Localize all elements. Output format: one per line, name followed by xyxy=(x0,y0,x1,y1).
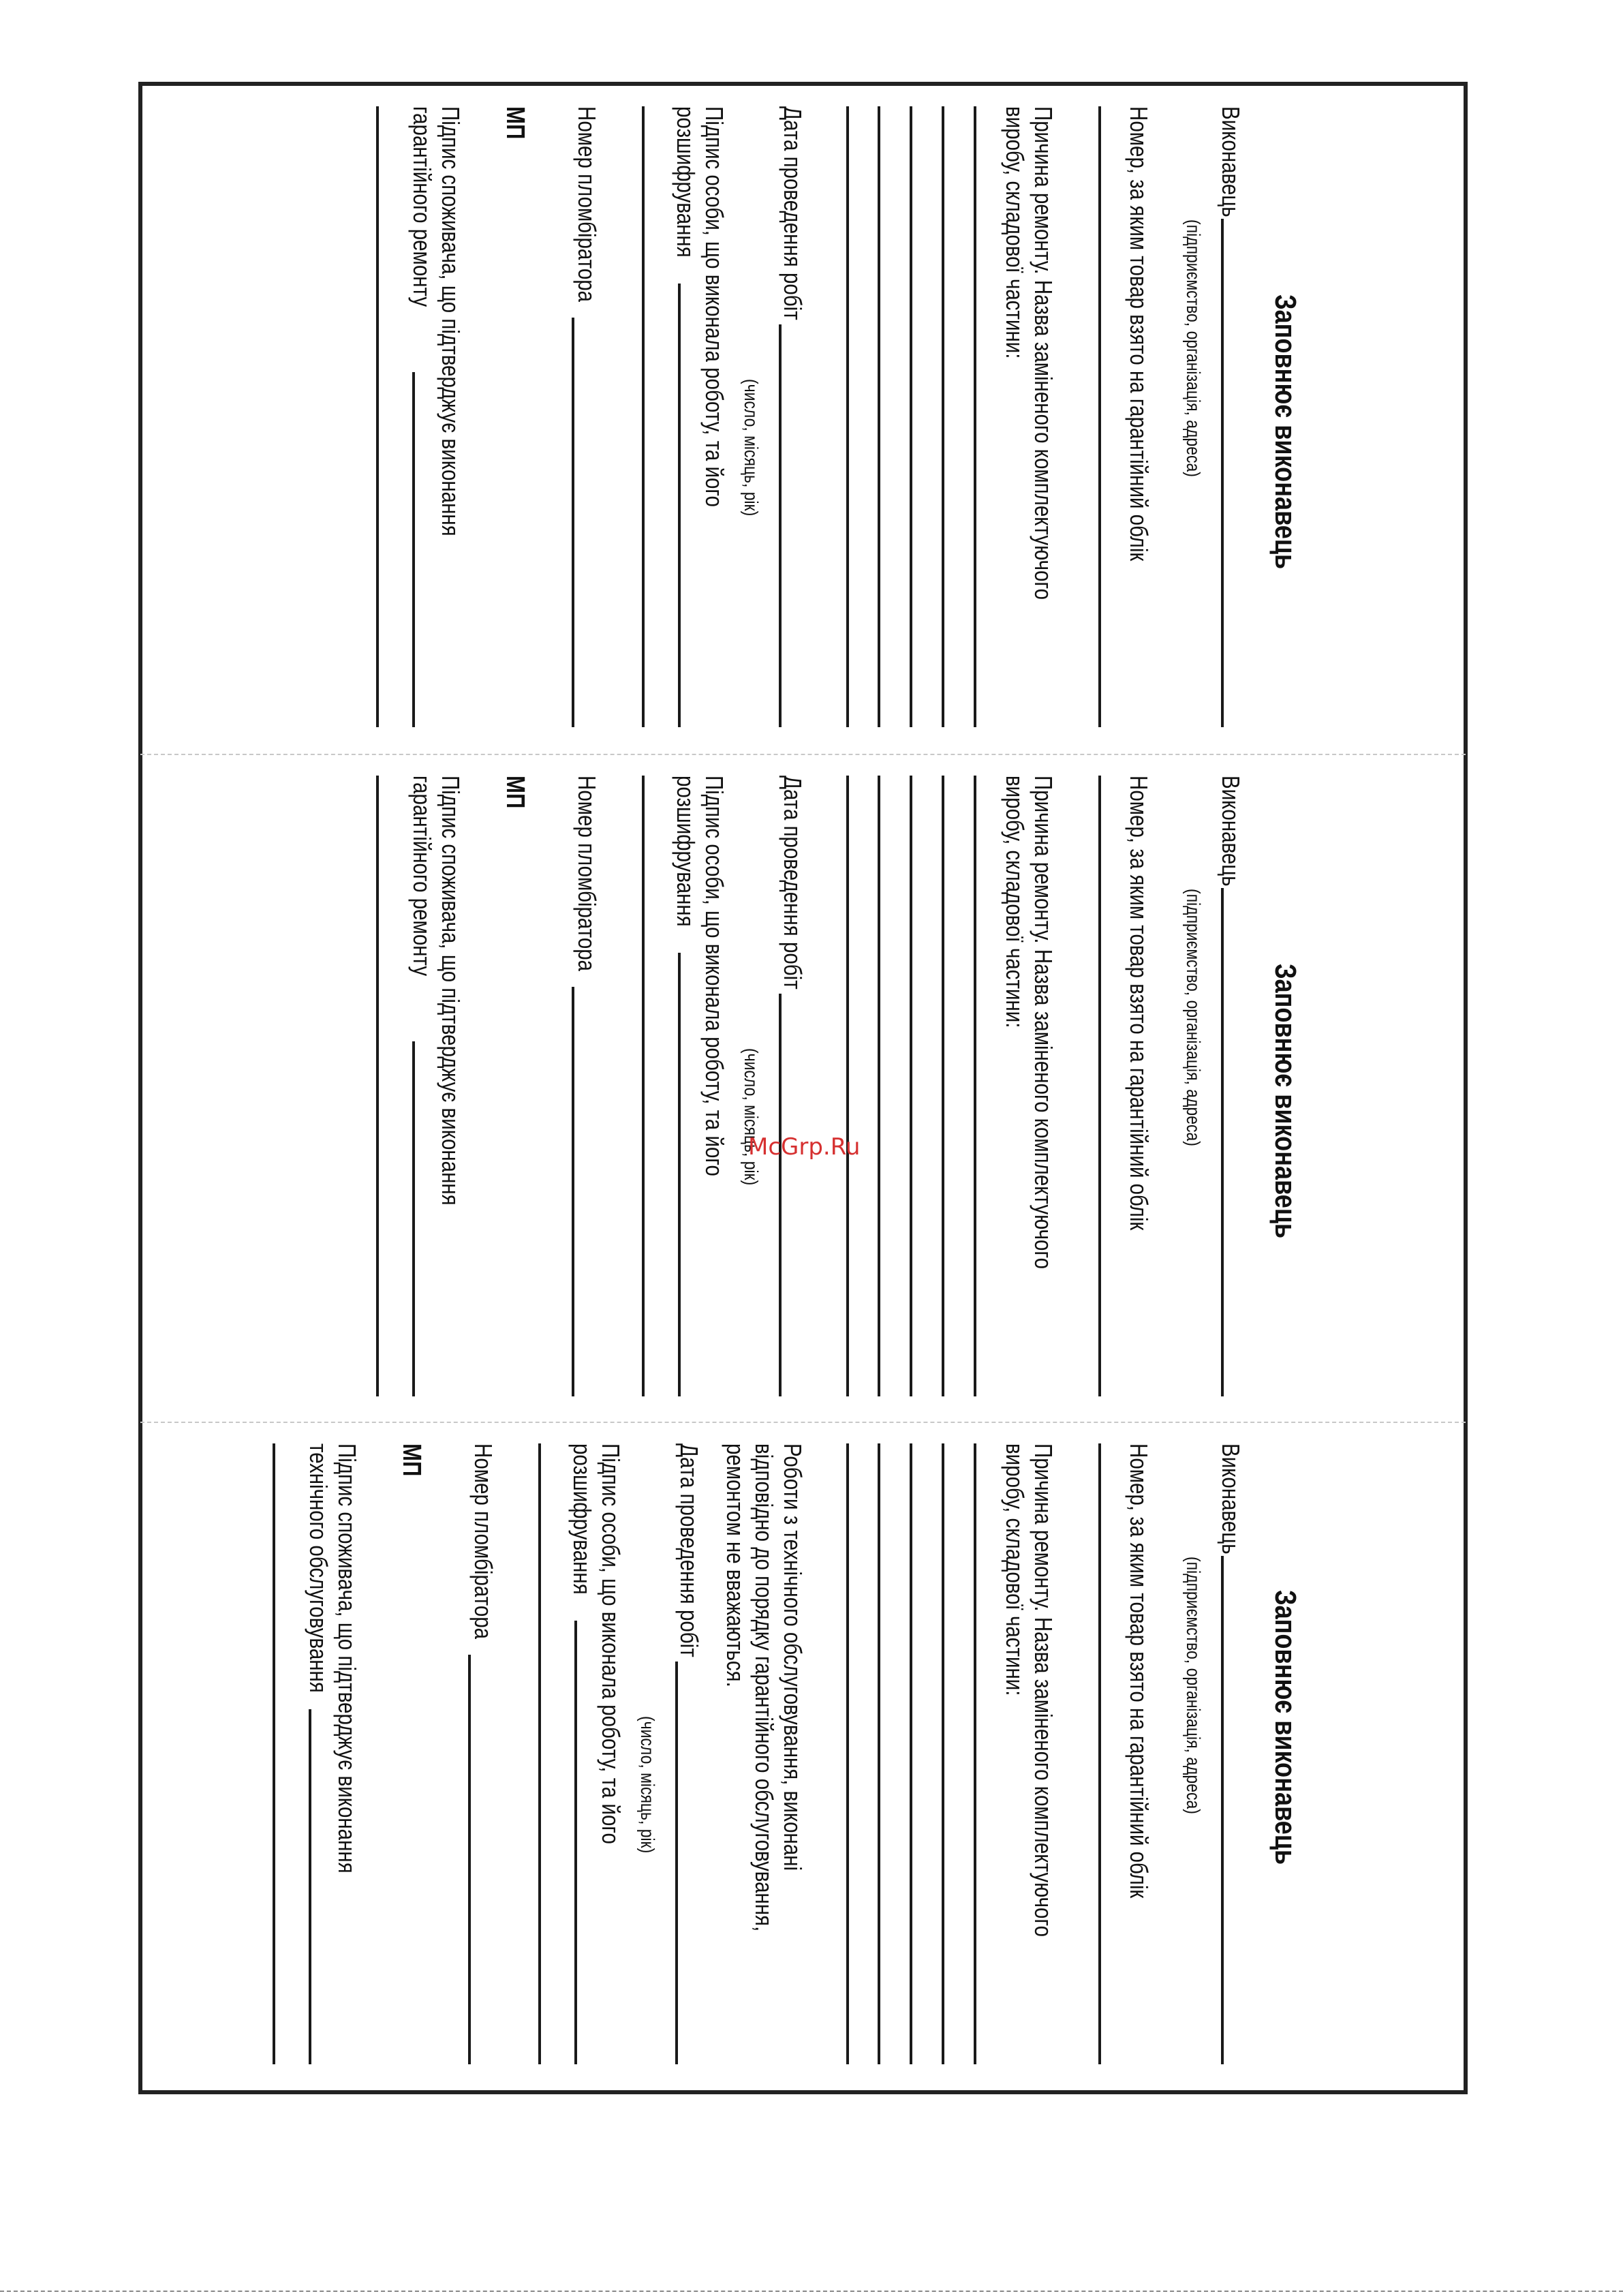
repair-reason-line[interactable] xyxy=(942,106,944,727)
executor-hint: (підприємство, організація, адреса) xyxy=(1183,889,1204,1146)
worker-signature-line[interactable] xyxy=(642,776,645,1396)
repair-reason-label-cont: виробу, складової частини: xyxy=(1001,1443,1029,1696)
repair-reason-label: Причина ремонту. Назва заміненого комплектуючого xyxy=(1030,106,1057,600)
registry-number-field[interactable] xyxy=(1098,106,1101,727)
repair-reason-line[interactable] xyxy=(974,776,976,1396)
repair-reason-line[interactable] xyxy=(974,1443,976,2064)
executor-hint: (підприємство, організація, адреса) xyxy=(1183,219,1204,477)
consumer-signature-line[interactable] xyxy=(376,106,379,727)
repair-coupon-2 xyxy=(140,754,1466,1423)
consumer-signature-label: Підпис споживача, що підтверджує виконання xyxy=(437,106,465,536)
executor-field[interactable] xyxy=(1221,888,1224,1396)
work-date-label: Дата проведення робіт xyxy=(779,776,807,990)
consumer-signature-label: Підпис споживача, що підтверджує виконання xyxy=(333,1443,361,1873)
work-date-hint: (число, місяць, рік) xyxy=(741,1048,762,1186)
consumer-signature-field[interactable] xyxy=(412,1041,415,1396)
maintenance-note-cont: відповідно до порядку гарантійного обслуговування, xyxy=(750,1443,778,1932)
consumer-signature-field[interactable] xyxy=(309,1709,311,2064)
registry-number-field[interactable] xyxy=(1098,1443,1101,2064)
worker-signature-field[interactable] xyxy=(678,953,681,1396)
repair-reason-line[interactable] xyxy=(846,776,849,1396)
consumer-signature-line[interactable] xyxy=(273,1443,275,2064)
maintenance-note-cont: ремонтом не вважаються. xyxy=(722,1443,749,1687)
repair-reason-line[interactable] xyxy=(910,106,912,727)
consumer-signature-field[interactable] xyxy=(412,372,415,727)
executor-field[interactable] xyxy=(1221,219,1224,727)
executor-label: Виконавець xyxy=(1217,776,1245,887)
maintenance-coupon xyxy=(140,1422,1466,2091)
repair-reason-line[interactable] xyxy=(942,1443,944,2064)
worker-signature-line[interactable] xyxy=(538,1443,541,2064)
executor-label: Виконавець xyxy=(1217,1443,1245,1555)
repair-reason-label-cont: виробу, складової частини: xyxy=(1001,776,1029,1028)
repair-reason-line[interactable] xyxy=(878,776,880,1396)
seal-number-label: Номер пломбіратора xyxy=(573,106,601,303)
worker-signature-field[interactable] xyxy=(678,284,681,727)
registry-number-label: Номер, за яким товар взято на гарантійний облік xyxy=(1125,1443,1153,1899)
registry-number-label: Номер, за яким товар взято на гарантійний облік xyxy=(1125,776,1153,1231)
consumer-signature-label-cont: гарантійного ремонту xyxy=(408,106,436,307)
worker-signature-field[interactable] xyxy=(574,1621,577,2064)
work-date-label: Дата проведення робіт xyxy=(675,1443,703,1657)
cut-line xyxy=(0,2291,1623,2292)
maintenance-note: Роботи з технічного обслуговування, виконані xyxy=(779,1443,807,1871)
seal-number-field[interactable] xyxy=(468,1655,471,2064)
work-date-label: Дата проведення робіт xyxy=(779,106,807,320)
work-date-field[interactable] xyxy=(675,1662,678,2064)
repair-reason-label-cont: виробу, складової частини: xyxy=(1001,106,1029,359)
executor-hint: (підприємство, організація, адреса) xyxy=(1183,1557,1204,1814)
consumer-signature-label: Підпис споживача, що підтверджує виконання xyxy=(437,776,465,1206)
stamp-place: МП xyxy=(501,776,529,809)
watermark: McGrp.Ru xyxy=(748,1133,861,1161)
repair-reason-label: Причина ремонту. Назва заміненого комплектуючого xyxy=(1030,776,1057,1269)
worker-signature-label-cont: розшифрування xyxy=(672,106,700,258)
repair-coupon-1 xyxy=(140,86,1466,754)
repair-reason-line[interactable] xyxy=(942,776,944,1396)
repair-reason-line[interactable] xyxy=(846,106,849,727)
seal-number-field[interactable] xyxy=(572,318,574,727)
executor-field[interactable] xyxy=(1221,1556,1224,2064)
work-date-field[interactable] xyxy=(779,324,782,727)
worker-signature-label-cont: розшифрування xyxy=(672,776,700,927)
work-date-hint: (число, місяць, рік) xyxy=(637,1716,658,1854)
worker-signature-label: Підпис особи, що виконала роботу, та його xyxy=(700,776,728,1176)
worker-signature-label: Підпис особи, що виконала роботу, та його xyxy=(700,106,728,507)
consumer-signature-line[interactable] xyxy=(376,776,379,1396)
coupon-title: Заповнює виконавець xyxy=(1269,1590,1302,1865)
registry-number-field[interactable] xyxy=(1098,776,1101,1396)
stamp-place: МП xyxy=(397,1443,426,1477)
seal-number-label: Номер пломбіратора xyxy=(469,1443,497,1640)
work-date-hint: (число, місяць, рік) xyxy=(741,379,762,517)
registry-number-label: Номер, за яким товар взято на гарантійний облік xyxy=(1125,106,1153,562)
worker-signature-line[interactable] xyxy=(642,106,645,727)
seal-number-label: Номер пломбіратора xyxy=(573,776,601,972)
repair-reason-label: Причина ремонту. Назва заміненого комплектуючого xyxy=(1030,1443,1057,1937)
executor-label: Виконавець xyxy=(1217,106,1245,217)
warranty-coupons xyxy=(140,86,1466,2094)
coupon-title: Заповнює виконавець xyxy=(1269,294,1302,570)
worker-signature-label-cont: розшифрування xyxy=(568,1443,596,1595)
consumer-signature-label-cont: гарантійного ремонту xyxy=(408,776,436,977)
repair-reason-line[interactable] xyxy=(878,106,880,727)
repair-reason-line[interactable] xyxy=(878,1443,880,2064)
repair-reason-line[interactable] xyxy=(910,776,912,1396)
work-date-field[interactable] xyxy=(779,994,782,1396)
repair-reason-line[interactable] xyxy=(910,1443,912,2064)
worker-signature-label: Підпис особи, що виконала роботу, та його xyxy=(597,1443,625,1844)
seal-number-field[interactable] xyxy=(572,987,574,1396)
repair-reason-line[interactable] xyxy=(846,1443,849,2064)
repair-reason-line[interactable] xyxy=(974,106,976,727)
coupon-title: Заповнює виконавець xyxy=(1269,964,1302,1239)
consumer-signature-label-cont: технічного обслуговування xyxy=(305,1443,333,1693)
stamp-place: МП xyxy=(501,106,529,140)
